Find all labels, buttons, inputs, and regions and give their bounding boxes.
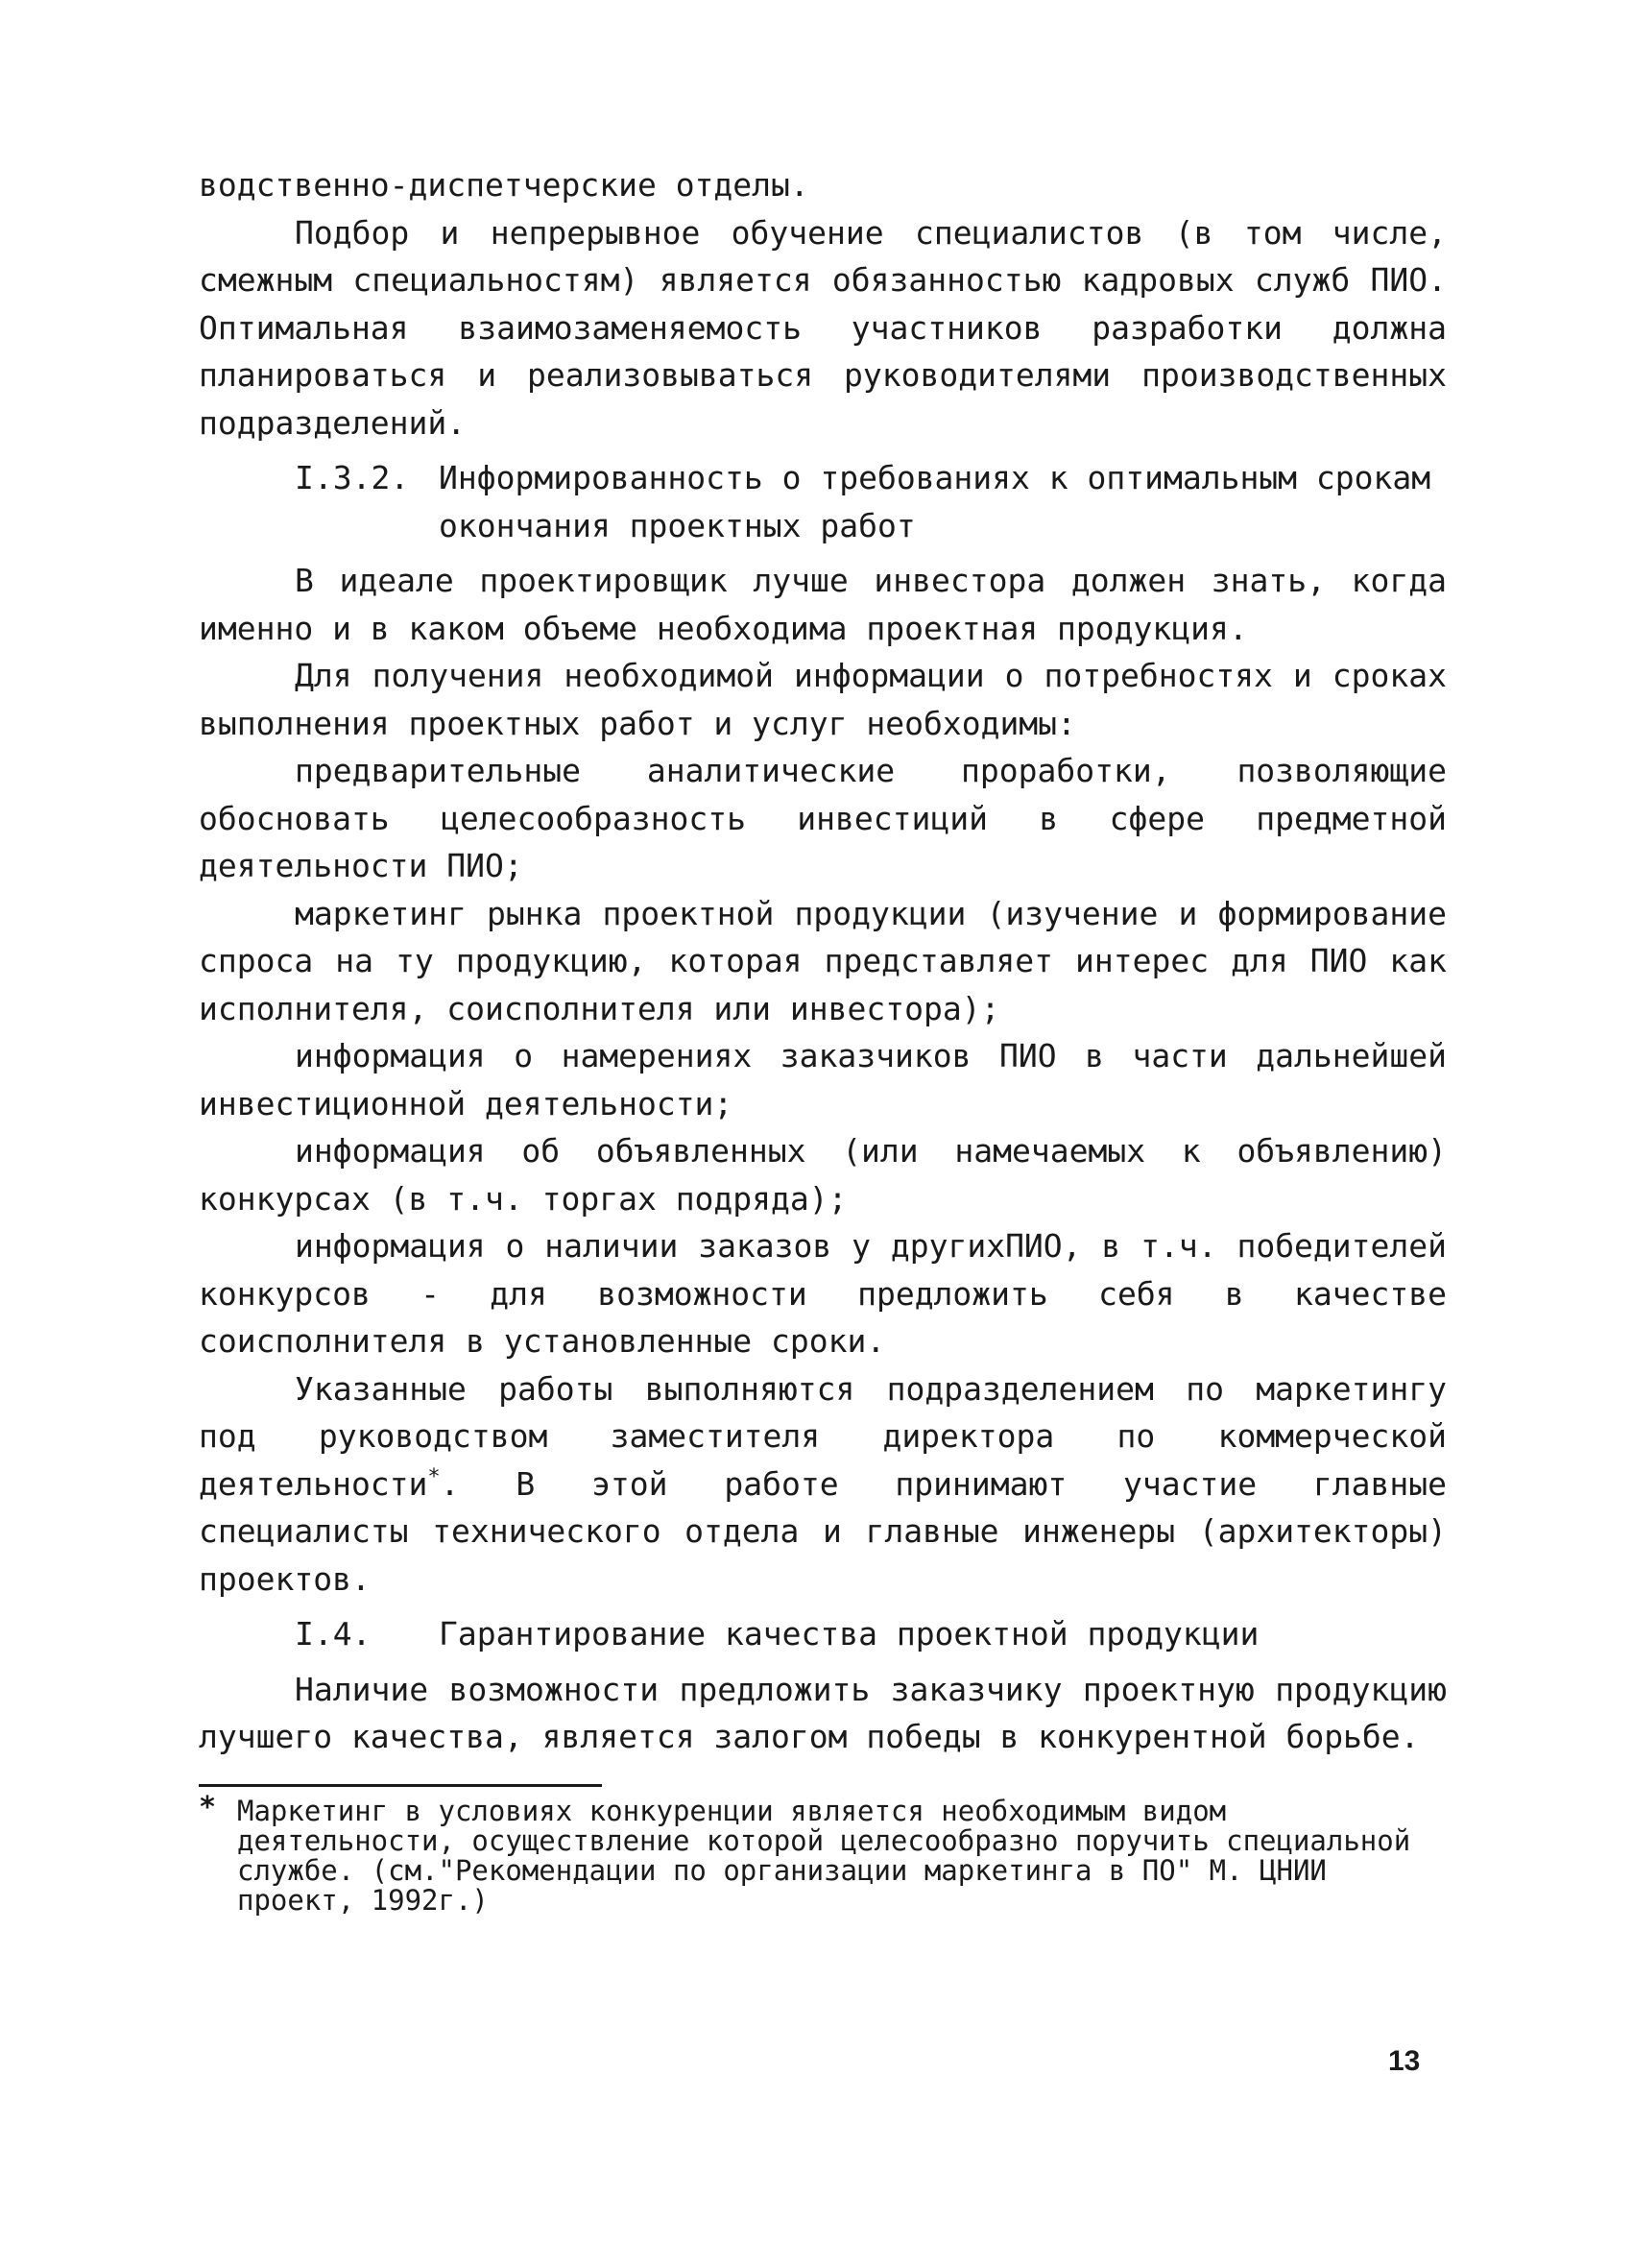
page-number: 13 <box>1388 2045 1421 2077</box>
footnote-mark: * <box>199 1790 217 1824</box>
list-item-customer-intentions: информация о намерениях заказчиков ПИО в части дальнейшей инвестиционной деятельности; <box>199 1037 1447 1122</box>
paragraph-staff-training: Подбор и непрерывное обучение специалистов (в том числе, смежным специальностям) является обязанностью кадровых служб ПИО. Оптимальная взаимозаменяемость участников разработки должна планироваться и реализовываться руководителями производственных подразделений. <box>199 213 1447 442</box>
list-item-other-orders: информация о наличии заказов у другихПИО, в т.ч. победителей конкурсов - для возможности предложить себя в качестве соисполнителя в установленные сроки. <box>199 1227 1447 1360</box>
footnote <box>199 1790 1447 1917</box>
text-segment: Указанные работы выполняются подразделением по маркетингу под руководством заместителя директора по коммерческой деятельности <box>199 1369 1447 1503</box>
paragraph-quality: Наличие возможности предложить заказчику проектную продукцию лучшего качества, является залогом победы в конкурентной борьбе. <box>199 1670 1447 1755</box>
footnote-divider <box>199 1784 602 1787</box>
paragraph-marketing-department <box>199 1365 1447 1604</box>
section-title-line1: Информированность о требованиях к оптимальным срокам <box>439 459 1431 496</box>
section-title-line2: окончания проектных работ <box>439 506 916 544</box>
section-number: I.4. <box>295 1615 372 1653</box>
document-page <box>199 161 1447 1916</box>
paragraph-continuation: водственно-диспетчерские отделы. <box>199 166 809 204</box>
section-title: Гарантирование качества проектной продукции <box>439 1615 1260 1653</box>
list-item-marketing: маркетинг рынка проектной продукции (изучение и формирование спроса на ту продукцию, которая представляет интерес для ПИО как исполнителя, соисполнителя или инвестора); <box>199 894 1447 1027</box>
list-item-analytics: предварительные аналитические проработки, позволяющие обосновать целесообразность инвестиций в сфере предметной деятельности ПИО; <box>199 752 1447 884</box>
section-heading-1-3-2 <box>199 454 1447 549</box>
footnote-reference: * <box>427 1464 441 1489</box>
section-heading-1-4 <box>199 1610 1447 1658</box>
section-number: I.3.2. <box>295 459 410 496</box>
list-item-tenders: информация об объявленных (или намечаемых к объявлению) конкурсах (в т.ч. торгах подряда); <box>199 1132 1447 1218</box>
paragraph-information-needs: Для получения необходимой информации о потребностях и сроках выполнения проектных работ и услуг необходимы: <box>199 657 1447 742</box>
text-segment: . В этой работе принимают участие главные специалисты технического отдела и главные инженеры (архитекторы) проектов. <box>199 1464 1447 1598</box>
footnote-text: Маркетинг в условиях конкуренции является необходимым видом деятельности, осуществление которой целесообразно поручить специальной службе. (см."Рекомендации по организации маркетинга в ПО" М. ЦНИИ проект, 1992г.) <box>237 1794 1411 1917</box>
paragraph-ideal-designer: В идеале проектировщик лучше инвестора должен знать, когда именно и в каком объеме необходима проектная продукция. <box>199 562 1447 647</box>
